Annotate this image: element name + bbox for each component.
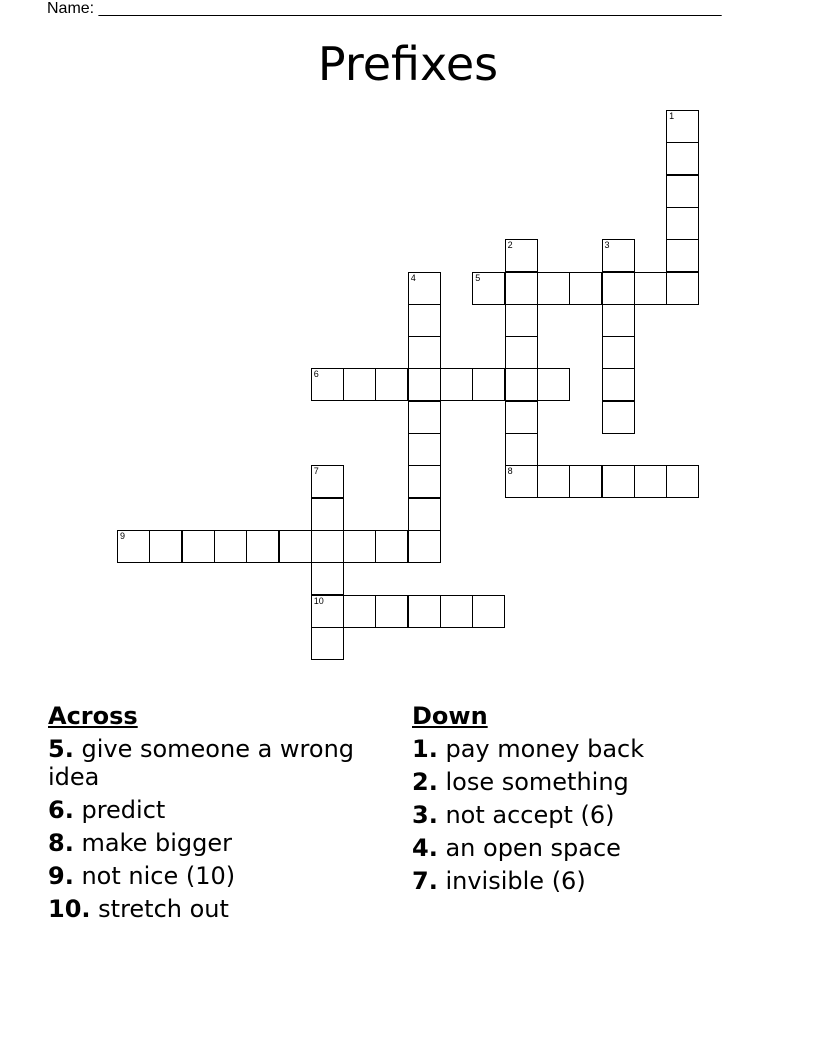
clue-number: 4.: [412, 834, 438, 862]
crossword-cell[interactable]: [343, 530, 376, 563]
crossword-cell[interactable]: [666, 272, 699, 305]
clue-down-4: [412, 834, 772, 862]
crossword-cell[interactable]: [602, 465, 635, 498]
crossword-cell[interactable]: [375, 368, 408, 401]
crossword-cell[interactable]: [408, 304, 441, 337]
crossword-cell[interactable]: [408, 498, 441, 531]
crossword-cell[interactable]: [666, 110, 699, 143]
clue-text: make bigger: [81, 829, 232, 857]
crossword-cell[interactable]: [505, 336, 538, 369]
crossword-cell[interactable]: [311, 530, 344, 563]
crossword-cell[interactable]: [311, 595, 344, 628]
clue-text: lose something: [445, 768, 629, 796]
crossword-cell[interactable]: [537, 272, 570, 305]
crossword-cell[interactable]: [440, 595, 473, 628]
crossword-cell[interactable]: [602, 239, 635, 272]
clue-down-2: [412, 768, 772, 796]
clue-number: 7.: [412, 867, 438, 895]
crossword-cell[interactable]: [149, 530, 182, 563]
crossword-cell[interactable]: [117, 530, 150, 563]
cell-number: 10: [313, 595, 324, 606]
crossword-cell[interactable]: [505, 401, 538, 434]
crossword-cell[interactable]: [666, 207, 699, 240]
crossword-cell[interactable]: [569, 465, 602, 498]
crossword-cell[interactable]: [408, 595, 441, 628]
clue-number: 9.: [48, 862, 74, 890]
crossword-cell[interactable]: [602, 272, 635, 305]
crossword-cell[interactable]: [666, 142, 699, 175]
cell-number: 5: [475, 272, 481, 283]
clue-text: not nice (10): [81, 862, 236, 890]
crossword-cell[interactable]: [440, 368, 473, 401]
clue-across-6: [48, 796, 388, 824]
cell-number: 9: [120, 530, 126, 541]
crossword-cell[interactable]: [311, 627, 344, 660]
crossword-cell[interactable]: [311, 562, 344, 595]
crossword-cell[interactable]: [505, 272, 538, 305]
crossword-cell[interactable]: [666, 175, 699, 208]
crossword-cell[interactable]: [408, 401, 441, 434]
clue-down-7: [412, 867, 772, 895]
crossword-cell[interactable]: [408, 336, 441, 369]
cell-number: 2: [507, 240, 513, 251]
crossword-cell[interactable]: [634, 465, 667, 498]
cell-number: 6: [313, 369, 319, 380]
clue-text: an open space: [445, 834, 621, 862]
crossword-cell[interactable]: [182, 530, 215, 563]
crossword-cell[interactable]: [408, 433, 441, 466]
crossword-cell[interactable]: [537, 368, 570, 401]
clue-across-8: [48, 829, 388, 857]
crossword-cell[interactable]: [279, 530, 312, 563]
crossword-cell[interactable]: [408, 272, 441, 305]
across-heading: Across: [48, 702, 138, 730]
puzzle-title: Prefixes: [317, 37, 499, 91]
clue-number: 10.: [48, 895, 91, 923]
crossword-cell[interactable]: [634, 272, 667, 305]
crossword-cell[interactable]: [602, 336, 635, 369]
cell-number: 1: [669, 111, 675, 121]
clue-across-5: [48, 735, 388, 791]
crossword-cell[interactable]: [505, 433, 538, 466]
cell-number: 4: [410, 272, 416, 283]
crossword-cell[interactable]: [408, 530, 441, 563]
clue-number: 2.: [412, 768, 438, 796]
crossword-cell[interactable]: [343, 595, 376, 628]
across-clues: [48, 702, 388, 928]
crossword-cell[interactable]: [246, 530, 279, 563]
crossword-cell[interactable]: [602, 368, 635, 401]
clue-text: predict: [81, 796, 166, 824]
clue-text: invisible (6): [445, 867, 586, 895]
crossword-cell[interactable]: [343, 368, 376, 401]
clue-number: 1.: [412, 735, 438, 763]
clue-down-1: [412, 735, 772, 763]
crossword-cell[interactable]: [505, 239, 538, 272]
down-heading: Down: [412, 702, 488, 730]
crossword-cell[interactable]: [311, 498, 344, 531]
clue-number: 6.: [48, 796, 74, 824]
name-field-label: Name: ______________________________________________________________________: [47, 0, 722, 17]
clue-text: give someone a wrong idea: [48, 735, 355, 791]
crossword-cell[interactable]: [602, 401, 635, 434]
crossword-cell[interactable]: [569, 272, 602, 305]
clue-number: 8.: [48, 829, 74, 857]
down-clues: [412, 702, 772, 900]
crossword-cell[interactable]: [408, 368, 441, 401]
crossword-cell[interactable]: [472, 595, 505, 628]
clue-number: 3.: [412, 801, 438, 829]
crossword-cell[interactable]: [408, 465, 441, 498]
crossword-cell[interactable]: [666, 465, 699, 498]
crossword-cell[interactable]: [311, 465, 344, 498]
clue-across-10: [48, 895, 388, 923]
cell-number: 7: [313, 466, 319, 477]
crossword-cell[interactable]: [375, 595, 408, 628]
cell-number: 8: [507, 466, 513, 477]
crossword-cell[interactable]: [472, 272, 505, 305]
clue-down-3: [412, 801, 772, 829]
crossword-cell[interactable]: [505, 304, 538, 337]
cell-number: 3: [604, 240, 610, 251]
clue-text: stretch out: [98, 895, 229, 923]
clue-number: 5.: [48, 735, 74, 763]
crossword-cell[interactable]: [666, 239, 699, 272]
clue-text: pay money back: [445, 735, 645, 763]
crossword-cell[interactable]: [602, 304, 635, 337]
crossword-cell[interactable]: [505, 465, 538, 498]
crossword-cell[interactable]: [505, 368, 538, 401]
crossword-cell[interactable]: [311, 368, 344, 401]
clue-across-9: [48, 862, 388, 890]
crossword-cell[interactable]: [537, 465, 570, 498]
crossword-cell[interactable]: [472, 368, 505, 401]
crossword-cell[interactable]: [375, 530, 408, 563]
crossword-cell[interactable]: [214, 530, 247, 563]
clue-text: not accept (6): [445, 801, 615, 829]
